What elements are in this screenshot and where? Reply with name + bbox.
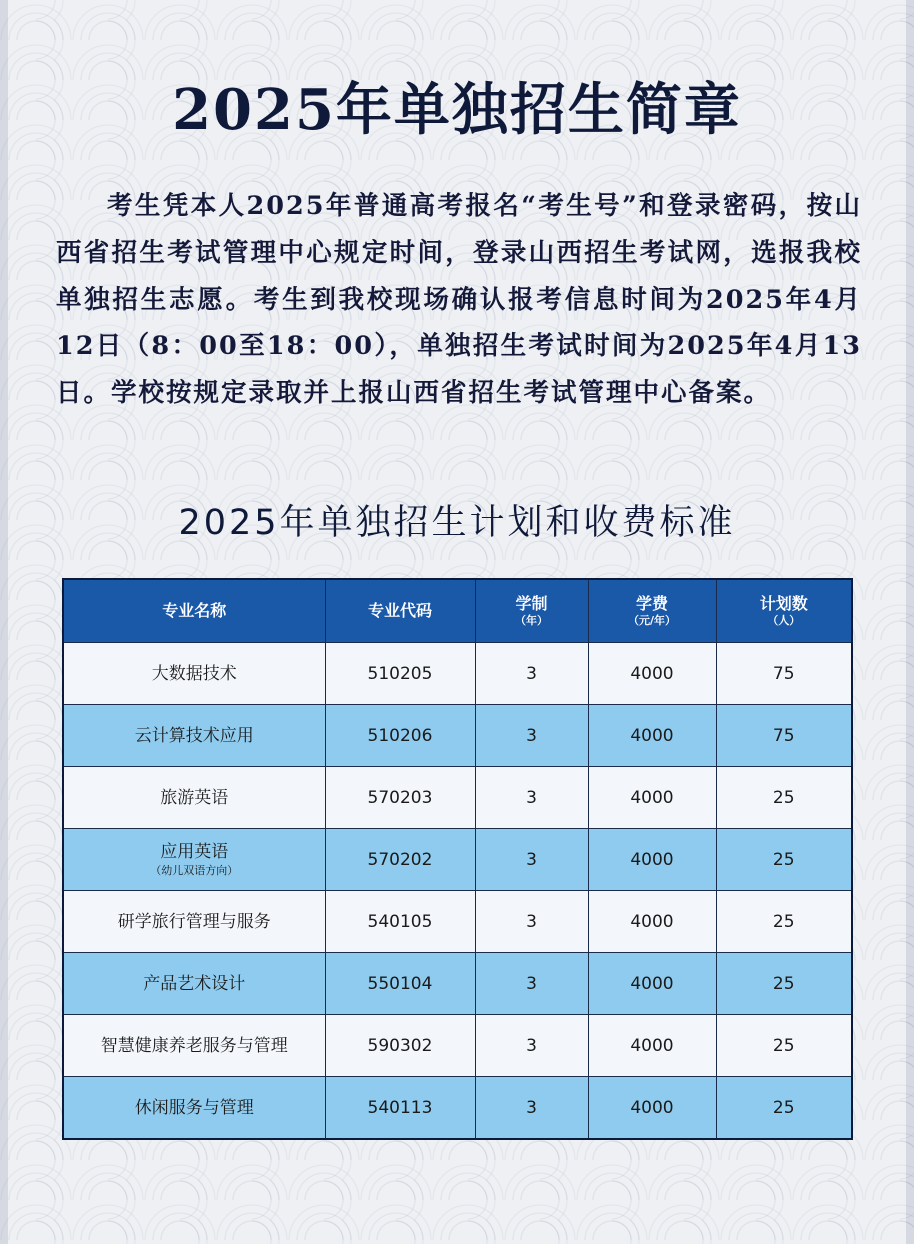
enrollment-plan-table [62,578,853,1140]
table-header-row [63,579,852,643]
cell-plan-count: 25 [716,891,852,953]
cell-duration: 3 [475,1077,588,1140]
major-name: 云计算技术应用 [134,725,254,746]
header-label: 学制 [515,594,548,613]
table-row [63,767,852,829]
cell-tuition: 4000 [588,643,716,705]
major-name: 大数据技术 [151,663,237,684]
table-row [63,705,852,767]
cell-tuition: 4000 [588,705,716,767]
page-title: 2025年单独招生简章 [172,77,742,143]
cell-major-name [63,643,325,705]
section-title: 2025年单独招生计划和收费标准 [178,503,736,543]
cell-plan-count: 25 [716,829,852,891]
table-row [63,1077,852,1140]
cell-plan-count: 25 [716,1077,852,1140]
cell-plan-count: 25 [716,953,852,1015]
cell-major-name [63,1077,325,1140]
header-unit: （人） [767,614,801,627]
cell-tuition: 4000 [588,1015,716,1077]
cell-major-name [63,767,325,829]
cell-duration: 3 [475,829,588,891]
header-major-name [63,579,325,643]
major-name: 旅游英语 [160,787,229,808]
cell-major-code: 550104 [325,953,475,1015]
table-row [63,1015,852,1077]
cell-major-code: 510205 [325,643,475,705]
major-name: 智慧健康养老服务与管理 [100,1035,288,1056]
cell-major-code: 540105 [325,891,475,953]
header-duration [475,579,588,643]
cell-major-code: 590302 [325,1015,475,1077]
header-label: 专业代码 [367,601,432,620]
cell-tuition: 4000 [588,953,716,1015]
major-name: 休闲服务与管理 [134,1097,254,1118]
major-name: 应用英语 [160,841,229,862]
header-unit: （元/年） [627,614,677,627]
cell-duration: 3 [475,643,588,705]
cell-plan-count: 75 [716,705,852,767]
cell-major-code: 540113 [325,1077,475,1140]
major-name-note: （幼儿双语方向） [150,863,239,877]
header-tuition [588,579,716,643]
cell-duration: 3 [475,953,588,1015]
cell-duration: 3 [475,891,588,953]
cell-major-code: 570202 [325,829,475,891]
table-body [63,643,852,1140]
table-row [63,891,852,953]
cell-major-name [63,829,325,891]
table-row [63,953,852,1015]
cell-tuition: 4000 [588,1077,716,1140]
major-name: 产品艺术设计 [143,973,246,994]
cell-plan-count: 75 [716,643,852,705]
cell-tuition: 4000 [588,767,716,829]
header-label: 计划数 [759,594,808,613]
table-row [63,643,852,705]
cell-major-name [63,953,325,1015]
intro-paragraph: 考生凭本人2025年普通高考报名“考生号”和登录密码，按山西省招生考试管理中心规定时间，登录山西招生考试网，选报我校单独招生志愿。考生到我校现场确认报考信息时间为2025年4月12日（8：00至18：00），单独招生考试时间为2025年4月13日。学校按规定录取并上报山西省招生考试管理中心备案。 [56,191,862,409]
cell-duration: 3 [475,705,588,767]
header-label: 学费 [635,594,668,613]
cell-major-name [63,891,325,953]
cell-plan-count: 25 [716,1015,852,1077]
cell-tuition: 4000 [588,891,716,953]
cell-duration: 3 [475,767,588,829]
cell-duration: 3 [475,1015,588,1077]
cell-major-name [63,705,325,767]
header-label: 专业名称 [162,601,227,620]
header-major-code [325,579,475,643]
cell-major-name [63,1015,325,1077]
cell-major-code: 510206 [325,705,475,767]
cell-plan-count: 25 [716,767,852,829]
major-name: 研学旅行管理与服务 [117,911,271,932]
header-plan-count [716,579,852,643]
header-unit: （年） [515,614,548,627]
cell-tuition: 4000 [588,829,716,891]
table-row [63,829,852,891]
cell-major-code: 570203 [325,767,475,829]
